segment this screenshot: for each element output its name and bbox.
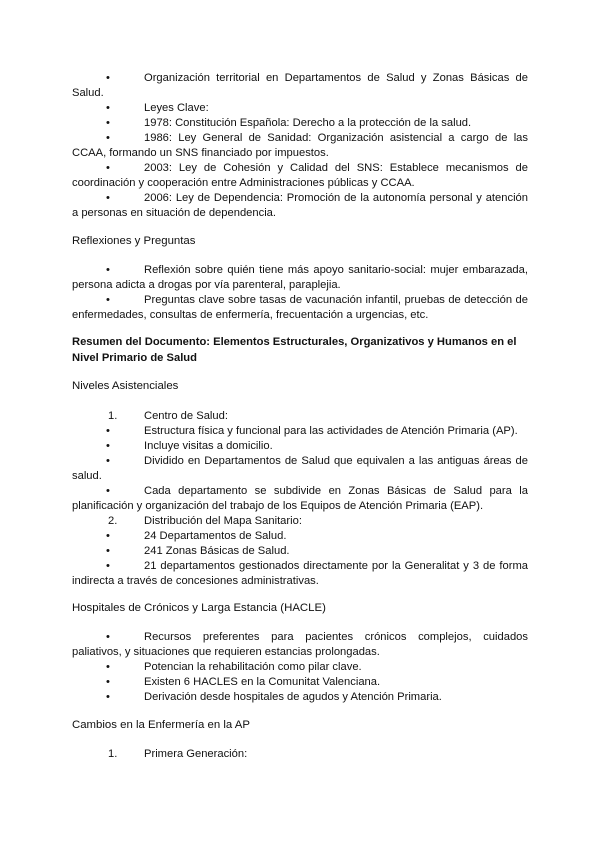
section-heading: Hospitales de Crónicos y Larga Estancia (HACLE) xyxy=(72,602,326,614)
bullet-icon: • xyxy=(106,545,110,557)
list-item xyxy=(72,544,528,559)
list-item-text: Dividido en Departamentos de Salud que equivalen a las antiguas áreas de salud. xyxy=(72,455,528,482)
list-item-text: 1978: Constitución Española: Derecho a la protección de la salud. xyxy=(144,117,472,129)
list-item xyxy=(72,131,528,161)
section-heading: Niveles Asistenciales xyxy=(72,380,179,392)
bullet-icon: • xyxy=(106,455,110,467)
list-number: 1. xyxy=(108,410,118,422)
numbered-item xyxy=(72,747,528,762)
bullet-icon: • xyxy=(106,102,110,114)
bullet-icon: • xyxy=(106,485,110,497)
list-item-text: Existen 6 HACLES en la Comunitat Valenciana. xyxy=(144,676,381,688)
list-item xyxy=(72,439,528,454)
section-heading: Cambios en la Enfermería en la AP xyxy=(72,719,250,731)
list-number: 2. xyxy=(108,515,118,527)
bullet-icon: • xyxy=(106,631,110,643)
list-item-text: Centro de Salud: xyxy=(144,410,228,422)
list-item-text: Derivación desde hospitales de agudos y Atención Primaria. xyxy=(144,691,442,703)
list-item-text: Cada departamento se subdivide en Zonas Básicas de Salud para la planificación y organización del trabajo de los Equipos de Atención Primaria (EAP). xyxy=(72,485,528,512)
list-item xyxy=(72,690,528,705)
numbered-item xyxy=(72,514,528,529)
bullet-icon: • xyxy=(106,192,110,204)
bullet-icon: • xyxy=(106,560,110,572)
list-item-text: Leyes Clave: xyxy=(144,102,209,114)
list-item-text: 21 departamentos gestionados directamente por la Generalitat y 3 de forma indirecta a través de concesiones administrativas. xyxy=(72,560,528,587)
list-item xyxy=(72,559,528,589)
bullet-icon: • xyxy=(106,294,110,306)
list-item-text: Reflexión sobre quién tiene más apoyo sanitario-social: mujer embarazada, persona adicta a drogas por vía parenteral, paraplejia. xyxy=(72,264,528,291)
bullet-icon: • xyxy=(106,676,110,688)
list-item-text: Recursos preferentes para pacientes crónicos complejos, cuidados paliativos, y situaciones que requieren estancias prolongadas. xyxy=(72,631,528,658)
bullet-icon: • xyxy=(106,72,110,84)
list-item-text: Distribución del Mapa Sanitario: xyxy=(144,515,302,527)
list-item xyxy=(72,101,528,116)
list-item-text: 2003: Ley de Cohesión y Calidad del SNS: Establece mecanismos de coordinación y cooperación entre Administraciones públicas y CCAA. xyxy=(72,162,528,189)
list-item-text: Incluye visitas a domicilio. xyxy=(144,440,273,452)
numbered-item xyxy=(72,409,528,424)
bullet-icon: • xyxy=(106,530,110,542)
list-item xyxy=(72,191,528,221)
list-item-text: 1986: Ley General de Sanidad: Organización asistencial a cargo de las CCAA, formando un SNS financiado por impuestos. xyxy=(72,132,528,159)
list-item-text: 241 Zonas Básicas de Salud. xyxy=(144,545,290,557)
list-item-text: Potencian la rehabilitación como pilar clave. xyxy=(144,661,362,673)
list-item xyxy=(72,116,528,131)
list-item xyxy=(72,660,528,675)
list-item-text: 2006: Ley de Dependencia: Promoción de la autonomía personal y atención a personas en situación de dependencia. xyxy=(72,192,528,219)
list-item-text: Preguntas clave sobre tasas de vacunación infantil, pruebas de detección de enfermedades, consultas de enfermería, frecuentación a urgencias, etc. xyxy=(72,294,528,321)
list-item xyxy=(72,529,528,544)
list-item xyxy=(72,630,528,660)
bullet-icon: • xyxy=(106,440,110,452)
bullet-icon: • xyxy=(106,425,110,437)
section-heading: Reflexiones y Preguntas xyxy=(72,235,196,247)
list-item-text: Primera Generación: xyxy=(144,748,248,760)
list-item xyxy=(72,293,528,323)
bullet-icon: • xyxy=(106,162,110,174)
list-item xyxy=(72,424,528,439)
document-summary-title: Resumen del Documento: Elementos Estructurales, Organizativos y Humanos en el Nivel Primario de Salud xyxy=(72,336,517,364)
list-item-text: Organización territorial en Departamentos de Salud y Zonas Básicas de Salud. xyxy=(72,72,528,99)
list-item-text: Estructura física y funcional para las actividades de Atención Primaria (AP). xyxy=(144,425,518,437)
list-item xyxy=(72,263,528,293)
bullet-icon: • xyxy=(106,661,110,673)
list-item xyxy=(72,454,528,484)
list-item xyxy=(72,161,528,191)
list-item xyxy=(72,71,528,101)
list-item xyxy=(72,675,528,690)
list-number: 1. xyxy=(108,748,118,760)
bullet-icon: • xyxy=(106,264,110,276)
bullet-icon: • xyxy=(106,691,110,703)
bullet-icon: • xyxy=(106,132,110,144)
list-item xyxy=(72,484,528,514)
bullet-icon: • xyxy=(106,117,110,129)
list-item-text: 24 Departamentos de Salud. xyxy=(144,530,287,542)
